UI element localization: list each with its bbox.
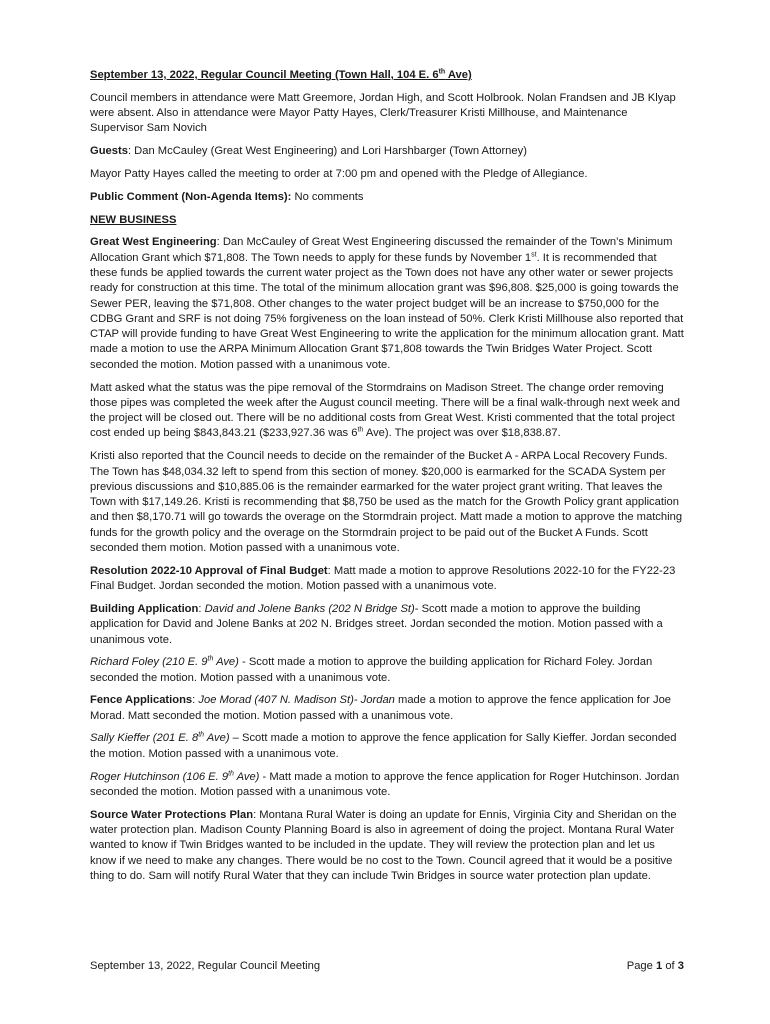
building-text: - Scott made a motion to approve the building application for David and Jolene Banks at 202 N. Bridges street. Jordan seconded the motion. Motion passed with a unanimous vote.: [90, 602, 663, 646]
new-business-heading: NEW BUSINESS: [90, 213, 177, 226]
page-current: 1: [655, 960, 663, 972]
kieffer-text: – Scott made a motion to approve the fence application for Sally Kieffer. Jordan seconded the motion. Motion passed with a unanimous vote.: [90, 732, 677, 760]
foley-applicant: Richard Foley (210 E. 9: [90, 656, 208, 669]
meeting-heading: [90, 68, 684, 83]
stormdrains-sup: th: [357, 426, 364, 434]
foley-paragraph: [90, 655, 684, 686]
hutchinson-applicant: Roger Hutchinson (106 E. 9: [90, 770, 229, 783]
public-comment-paragraph: [90, 190, 684, 205]
hutchinson-applicant-end: Ave): [233, 770, 260, 783]
foley-sup: th: [207, 655, 214, 663]
building-application-paragraph: [90, 602, 684, 648]
heading-sup: th: [438, 68, 446, 76]
kieffer-applicant-end: Ave): [204, 732, 230, 745]
source-water-paragraph: [90, 808, 684, 884]
great-west-sup: st: [531, 250, 537, 258]
kieffer-sup: th: [198, 731, 205, 739]
building-applicant: David and Jolene Banks (202 N Bridge St): [204, 602, 415, 615]
guests-paragraph: [90, 144, 684, 159]
heading-text-end: Ave): [445, 69, 472, 81]
hutchinson-sup: th: [228, 769, 234, 777]
page-total: 3: [677, 960, 684, 972]
public-comment-text: No comments: [291, 190, 364, 203]
resolution-paragraph: [90, 564, 684, 595]
building-label: Building Application: [90, 602, 199, 615]
fence-label: Fence Applications: [90, 694, 193, 707]
footer-meeting-title: September 13, 2022, Regular Council Meeting: [90, 960, 321, 972]
bucket-a-paragraph: Kristi also reported that the Council needs to decide on the remainder of the Bucket A - ARPA Local Recovery Funds. The Town has $48,034.32 left to spend from this section of money. $20,000 is earmarked for the SCADA System per previous discussions and $10,885.06 is the remainder earmarked for the water project grant writing. That leaves the Town with $17,149.26. Kristi is recommending that $8,750 be used as the match for the Growth Policy grant application and then $8,170.71 will go towards the overage on the Stormdrain project. Matt made a motion to approve the matching funds for the growth policy and the overage on the Stormdrain project to be paid out of the Bucket A Funds. Scott seconded them motion. Motion passed with a unanimous vote.: [90, 450, 683, 555]
foley-applicant-end: Ave): [213, 656, 239, 669]
great-west-label: Great West Engineering: [90, 236, 217, 249]
great-west-text-cont: . It is recommended that these funds be applied towards the current water project as the Town does not have any other water or sewer projects ready for construction at this time. The total of the minimum allocation grant was $96,808. $25,000 is going towards the Sewer PER, leaving the $71,808. Other changes to the water project budget will be an increase to $750,000 for the CDBG Grant and SRF is not doing 75% forgiveness on the loan instead of 50%. Clerk Kristi Millhouse also reported that CTAP will provide funding to have Great West Engineering to write the application for the minimum allocation grant. Matt made a motion to use the ARPA Minimum Allocation Grant $71,808 towards the Twin Bridges Water Project. Scott seconded the motion. Motion passed with a unanimous vote.: [90, 251, 684, 371]
heading-text: September 13, 2022, Regular Council Meeting (Town Hall, 104 E. 6: [90, 69, 439, 81]
fence-text: made a motion to approve the fence application for Joe Morad. Matt seconded the motion. Motion passed with a unanimous vote.: [90, 694, 672, 722]
stormdrains-paragraph: [90, 381, 684, 442]
building-sep: :: [198, 602, 205, 615]
page-footer: [90, 960, 684, 972]
hutchinson-text: - Matt made a motion to approve the fence application for Roger Hutchinson. Jordan seconded the motion. Motion passed with a unanimous vote.: [90, 770, 680, 798]
kieffer-paragraph: [90, 731, 684, 762]
fence-application-paragraph: [90, 693, 684, 724]
resolution-text: : Matt made a motion to approve Resolutions 2022-10 for the FY22-23 Final Budget. Jordan seconded the motion. Motion passed with a unanimous vote.: [90, 564, 676, 593]
hutchinson-paragraph: [90, 770, 684, 801]
public-comment-label: Public Comment (Non-Agenda Items):: [90, 190, 292, 203]
attendance-paragraph: Council members in attendance were Matt Greemore, Jordan High, and Scott Holbrook. Nolan Frandsen and JB Klyap were absent. Also in attendance were Mayor Patty Hayes, Clerk/Treasurer Kristi Millhouse, and Maintenance Supervisor Sam Novich: [90, 91, 676, 135]
foley-text: - Scott made a motion to approve the building application for Richard Foley. Jordan seconded the motion. Motion passed with a unanimous vote.: [90, 656, 653, 684]
call-to-order-paragraph: Mayor Patty Hayes called the meeting to order at 7:00 pm and opened with the Pledge of Allegiance.: [90, 167, 588, 180]
fence-sep: :: [192, 694, 199, 707]
resolution-label: Resolution 2022-10 Approval of Final Budget: [90, 564, 328, 577]
guests-label: Guests: [90, 145, 128, 158]
guests-text: : Dan McCauley (Great West Engineering) and Lori Harshbarger (Town Attorney): [127, 145, 527, 158]
source-water-text: : Montana Rural Water is doing an update for Ennis, Virginia City and Sheridan on the water protection plan. Madison County Planning Board is also in agreement of doing the project. Montana Rural Water wanted to know if Twin Bridges wanted to be included in the update. They will review the protection plan and let us know if we need to make any changes. There would be no cost to the Town. Council agreed that it would be a positive thing to do. Sam will notify Rural Water that they can include Twin Bridges in source water protection plan update.: [90, 808, 677, 882]
page-of: of: [662, 960, 678, 972]
page-number: [627, 960, 684, 972]
kieffer-applicant: Sally Kieffer (201 E. 8: [90, 732, 199, 745]
great-west-text: : Dan McCauley of Great West Engineering discussed the remainder of the Town’s Minimum Allocation Grant which $71,808. The Town needs to apply for these funds by November 1: [90, 236, 673, 264]
great-west-paragraph: [90, 235, 684, 373]
fence-applicant: Joe Morad (407 N. Madison St)- Jordan: [198, 694, 395, 707]
page-prefix: Page: [626, 960, 656, 972]
source-water-label: Source Water Protections Plan: [90, 808, 254, 821]
stormdrains-text: Matt asked what the status was the pipe removal of the Stormdrains on Madison Street. The change order removing those pipes was completed the week after the August council meeting. There will be a final walk-through next week and the project will be closed out. There will be no additional costs from Great West. Kristi commented that the total project cost ended up being $843,843.21 ($233,927.36 was 6: [90, 381, 680, 440]
stormdrains-text-cont: Ave). The project was over $18,838.87.: [363, 427, 561, 440]
